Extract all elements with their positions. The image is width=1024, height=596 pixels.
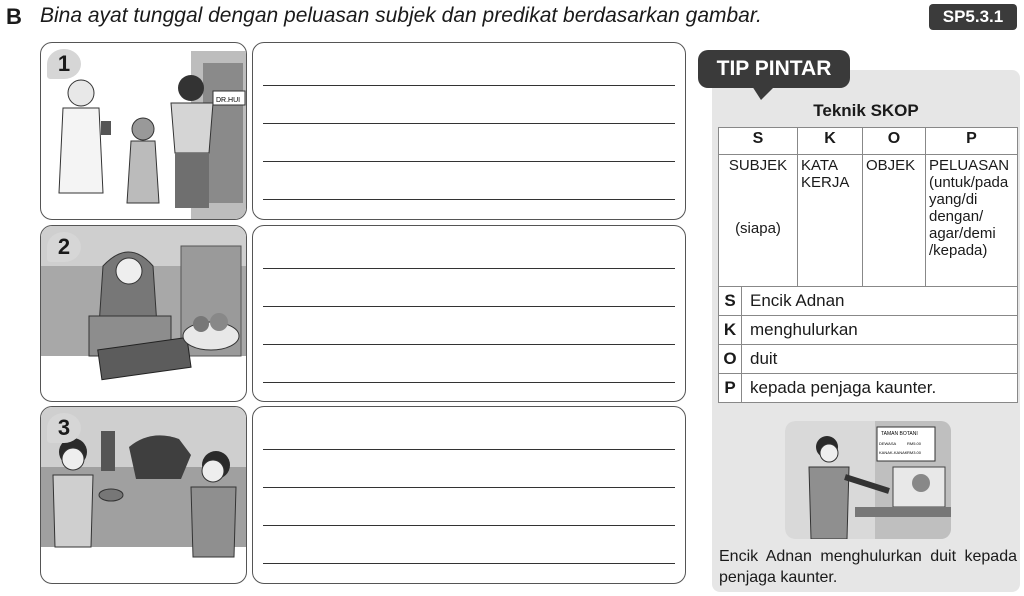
counter-sign-price2: RM3.00 [907, 450, 922, 455]
picture-number: 2 [47, 232, 81, 262]
answer-line [263, 199, 675, 200]
skop-header-k: K [798, 128, 863, 155]
example-row [719, 345, 1018, 374]
example-key: S [719, 287, 742, 316]
answer-line [263, 563, 675, 564]
example-row [719, 287, 1018, 316]
answer-line [263, 268, 675, 269]
instruction-text: Bina ayat tunggal dengan peluasan subjek dan predikat berdasarkan gambar. [40, 4, 762, 27]
tip-badge-tail [752, 86, 775, 100]
answer-line [263, 344, 675, 345]
counter-sign-line2: KANAK-KANAK [879, 450, 908, 455]
skop-header-o: O [863, 128, 926, 155]
skop-table [718, 127, 1018, 287]
example-key: K [719, 316, 742, 345]
example-value: Encik Adnan [742, 287, 1018, 316]
skop-p-note: (untuk/pada yang/di dengan/ agar/demi /kepada) [929, 174, 1009, 259]
skop-cell-s [719, 155, 798, 287]
skop-example-table [718, 286, 1018, 403]
answer-box-3[interactable] [252, 406, 686, 584]
skop-header-p: P [926, 128, 1018, 155]
skop-cell-k: KATA KERJA [798, 155, 863, 287]
standard-code-badge: SP5.3.1 [929, 4, 1017, 30]
skop-s-label: SUBJEK [728, 157, 788, 174]
answer-line [263, 123, 675, 124]
counter-sign-line1: DEWASA [879, 441, 897, 446]
answer-line [263, 382, 675, 383]
example-value: menghulurkan [742, 316, 1018, 345]
picture-number: 1 [47, 49, 81, 79]
tip-subtitle: Teknik SKOP [813, 101, 919, 120]
counter-sign-title: TAMAN BOTANI [881, 431, 918, 437]
answer-box-1[interactable] [252, 42, 686, 220]
example-value: kepada penjaga kaunter. [742, 374, 1018, 403]
tip-badge: TIP PINTAR [698, 50, 850, 88]
picture-number: 3 [47, 413, 81, 443]
picture-3 [40, 406, 247, 584]
section-letter: B [6, 4, 22, 29]
picture-1 [40, 42, 247, 220]
skop-p-label: PELUASAN [929, 157, 1010, 174]
tip-caption: Encik Adnan menghulurkan duit kepada penjaga kaunter. [719, 548, 1017, 586]
example-row [719, 316, 1018, 345]
example-row [719, 374, 1018, 403]
picture-2 [40, 225, 247, 402]
skop-header-s: S [719, 128, 798, 155]
answer-line [263, 306, 675, 307]
example-key: P [719, 374, 742, 403]
door-sign: DR.HUI [216, 97, 241, 104]
answer-line [263, 525, 675, 526]
example-key: O [719, 345, 742, 374]
answer-line [263, 449, 675, 450]
answer-line [263, 161, 675, 162]
answer-line [263, 85, 675, 86]
skop-cell-o: OBJEK [863, 155, 926, 287]
example-value: duit [742, 345, 1018, 374]
answer-box-2[interactable] [252, 225, 686, 402]
answer-line [263, 487, 675, 488]
ticket-counter-illustration [785, 421, 951, 539]
counter-sign-price1: RM5.00 [907, 441, 922, 446]
skop-cell-p [926, 155, 1018, 287]
skop-s-note: (siapa) [735, 220, 781, 237]
